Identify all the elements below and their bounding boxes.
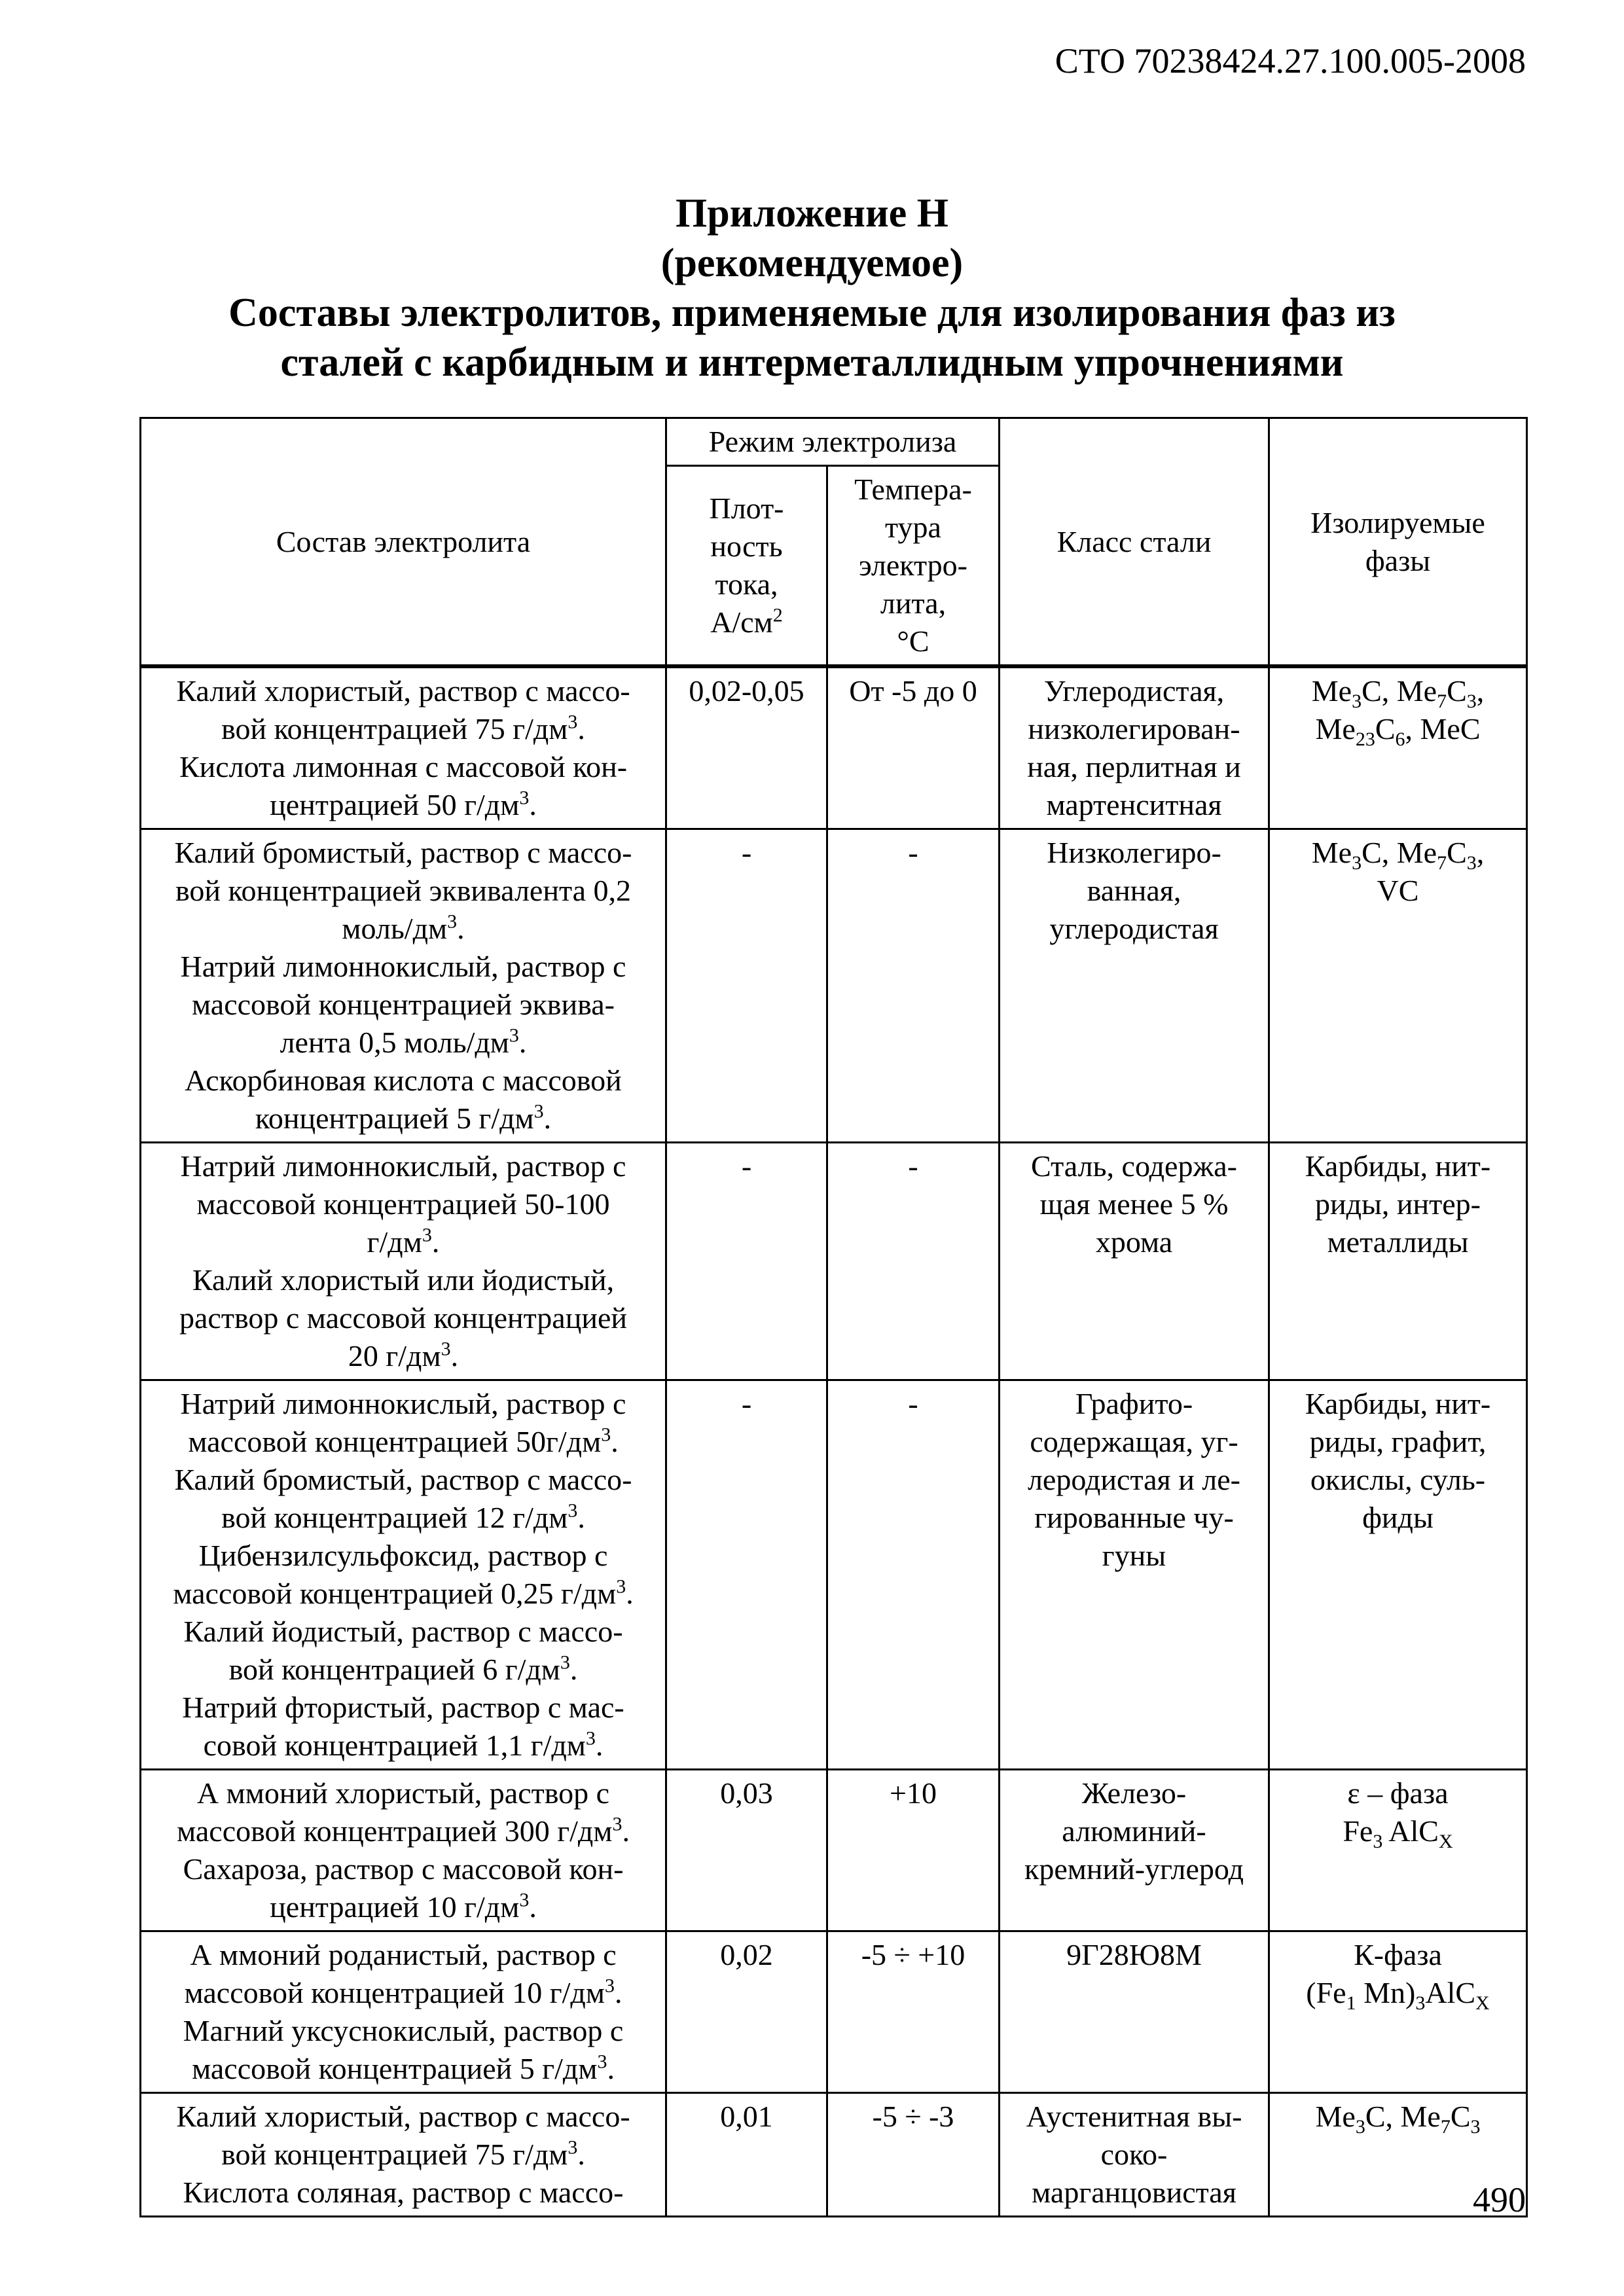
composition-cell: Калий хлористый, раствор с массо- вой концентрацией 75 $г/дм^3$. Кислота лимонная с массовой кон- центрацией 50 $г/дм^3$. (141, 666, 666, 829)
temperature-cell: От -5 до 0 (827, 666, 1000, 829)
density-cell: - (666, 1380, 827, 1770)
density-cell: 0,02 (666, 1931, 827, 2093)
composition-cell: Натрий лимоннокислый, раствор с массовой концентрацией $50г/дм^3$. Калий бромистый, раствор с массо- вой концентрацией 12 $г/дм^3$. Цибензилсульфоксид, раствор с массовой концентрацией 0,25 $г/дм^3$. Калий йодистый, раствор с массо- вой концентрацией 6 $г/дм^3$. Натрий фтористый, раствор с мас- совой концентрацией 1,1 $г/дм^3$. (141, 1380, 666, 1770)
steel-class-cell: Углеродистая, низколегирован- ная, перлитная и мартенситная (1000, 666, 1269, 829)
appendix-title (0, 188, 1624, 387)
composition-cell: Натрий лимоннокислый, раствор с массовой концентрацией 50-100 $г/дм^3$. Калий хлористый или йодистый, раствор с массовой концентрацией 20 $г/дм^3$. (141, 1143, 666, 1380)
header-mode: Режим электролиза (666, 418, 1000, 466)
phases-cell: $Me_3C$, $Me_7C_3$, $Me_{23}C_6$, MeC (1269, 666, 1527, 829)
steel-class-cell: Железо- алюминий- кремний-углерод (1000, 1770, 1269, 1931)
title-line-4: сталей с карбидным и интерметаллидным упрочнениями (280, 340, 1344, 385)
composition-cell: А ммоний роданистый, раствор с массовой концентрацией 10 $г/дм^3$. Магний уксуснокислый, раствор с массовой концентрацией 5 $г/дм^3$. (141, 1931, 666, 2093)
phases-cell: ε – фаза $Fe_3$ AlC$_X$ (1269, 1770, 1527, 1931)
temperature-cell: +10 (827, 1770, 1000, 1931)
temperature-cell: -5 ÷ -3 (827, 2093, 1000, 2217)
temperature-cell: - (827, 1143, 1000, 1380)
phases-cell: $Me_3C$, $Me_7C_3$, VC (1269, 829, 1527, 1143)
header-temperature: Темпера- тура электро- лита, °С (827, 466, 1000, 667)
density-cell: 0,01 (666, 2093, 827, 2217)
composition-cell: Калий бромистый, раствор с массо- вой концентрацией эквивалента 0,2 моль/$дм^3$. Натрий лимоннокислый, раствор с массовой концентрацией эквива- лента 0,5 моль/$дм^3$. Аскорбиновая кислота с массовой концентрацией 5 $г/дм^3$. (141, 829, 666, 1143)
table-row (141, 2093, 1527, 2217)
header-steel-class: Класс стали (1000, 418, 1269, 667)
header-current-density: Плот- ность тока, $А/см^2$ (666, 466, 827, 667)
title-line-2: (рекомендуемое) (660, 241, 964, 285)
table-row (141, 1380, 1527, 1770)
electrolyte-table (139, 417, 1528, 2217)
phases-cell: К-фаза ($Fe_1$ $Mn)_3AlC_X$ (1269, 1931, 1527, 2093)
page-number: 490 (1473, 2180, 1526, 2219)
steel-class-cell: Низколегиро- ванная, углеродистая (1000, 829, 1269, 1143)
table-row (141, 1931, 1527, 2093)
composition-cell: Калий хлористый, раствор с массо- вой концентрацией 75 $г/дм^3$. Кислота соляная, раствор с массо- (141, 2093, 666, 2217)
temperature-cell: -5 ÷ +10 (827, 1931, 1000, 2093)
composition-cell: А ммоний хлористый, раствор с массовой концентрацией 300 $г/дм^3$. Сахароза, раствор с массовой кон- центрацией 10 $г/дм^3$. (141, 1770, 666, 1931)
steel-class-cell: Графито- содержащая, уг- леродистая и ле- гированные чу- гуны (1000, 1380, 1269, 1770)
density-cell: - (666, 1143, 827, 1380)
steel-class-cell: Аустенитная вы- соко- марганцовистая (1000, 2093, 1269, 2217)
header-phases: Изолируемые фазы (1269, 418, 1527, 667)
phases-cell: Карбиды, нит- риды, интер- металлиды (1269, 1143, 1527, 1380)
header-composition: Состав электролита (141, 418, 666, 667)
table-row (141, 1143, 1527, 1380)
phases-cell: Карбиды, нит- риды, графит, окислы, суль- фиды (1269, 1380, 1527, 1770)
phases-cell: $Me_3C$, $Me_7C_3$ (1269, 2093, 1527, 2217)
temperature-cell: - (827, 1380, 1000, 1770)
table-row (141, 1770, 1527, 1931)
table-row (141, 666, 1527, 829)
density-cell: 0,02-0,05 (666, 666, 827, 829)
steel-class-cell: 9Г28Ю8М (1000, 1931, 1269, 2093)
density-cell: - (666, 829, 827, 1143)
density-cell: 0,03 (666, 1770, 827, 1931)
document-code: СТО 70238424.27.100.005-2008 (1055, 41, 1526, 81)
temperature-cell: - (827, 829, 1000, 1143)
table-row (141, 829, 1527, 1143)
title-line-1: Приложение Н (675, 191, 949, 236)
steel-class-cell: Сталь, содержа- щая менее 5 % хрома (1000, 1143, 1269, 1380)
title-line-3: Составы электролитов, применяемые для изолирования фаз из (228, 291, 1396, 335)
